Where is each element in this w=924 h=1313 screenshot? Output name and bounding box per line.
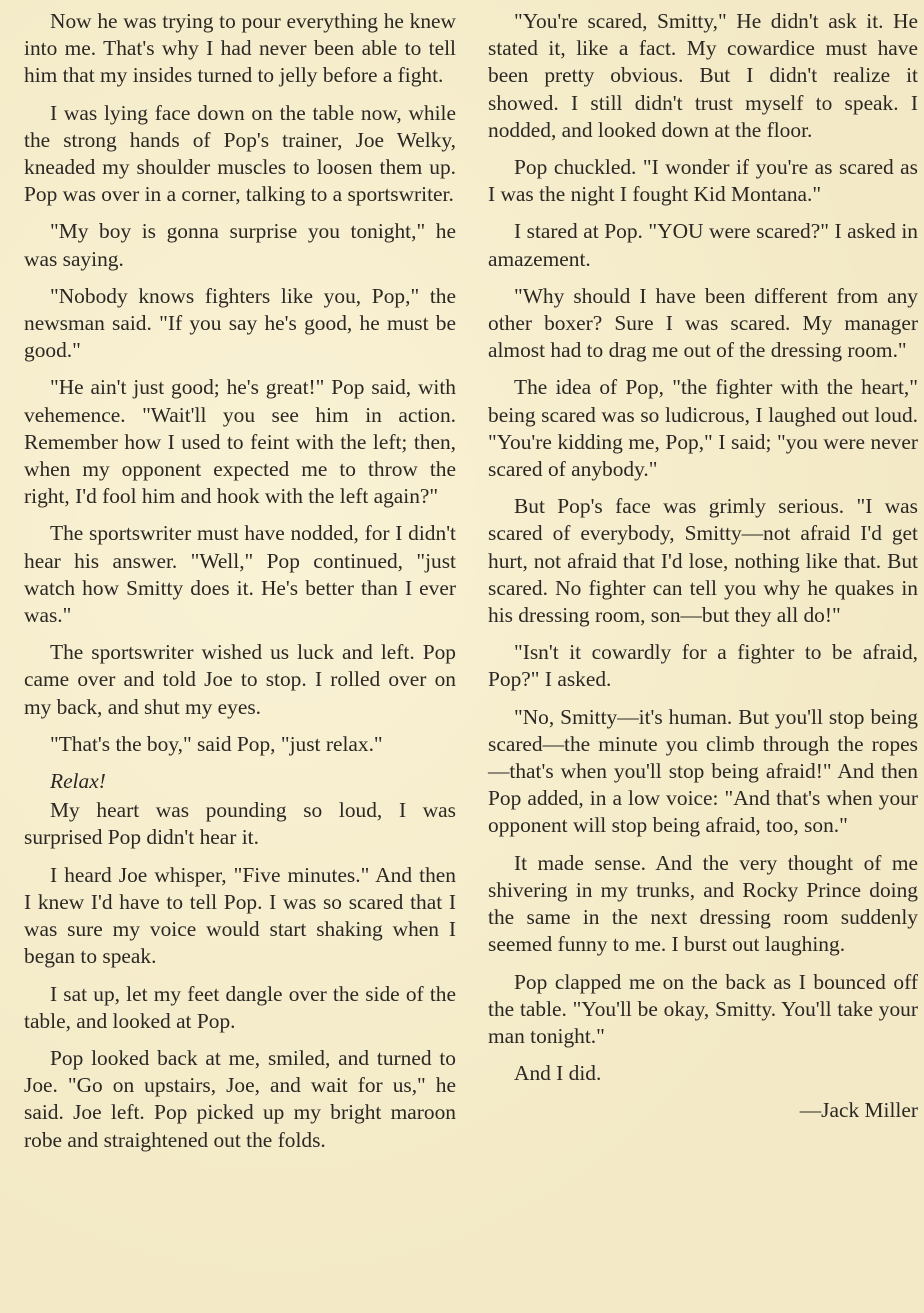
paragraph: The sportswriter wished us luck and left. Pop came over and told Joe to stop. I rolled over on my back, and shut my eyes. xyxy=(24,640,456,719)
paragraph: "That's the boy," said Pop, "just relax." xyxy=(50,731,383,756)
paragraph: I heard Joe whisper, "Five minutes." And then I knew I'd have to tell Pop. I was so scared that I was sure my voice would start shaking when I began to speak. xyxy=(24,862,456,969)
paragraph: "Nobody knows fighters like you, Pop," the newsman said. "If you say he's good, he must be good." xyxy=(24,283,456,363)
paragraph: I stared at Pop. "YOU were scared?" I asked in amazement. xyxy=(488,219,918,271)
paragraph: Pop chuckled. "I wonder if you're as scared as I was the night I fought Kid Montana." xyxy=(488,155,918,207)
paragraph: "My boy is gonna surprise you tonight," he was saying. xyxy=(24,219,456,271)
paragraph: "You're scared, Smitty," He didn't ask it. He stated it, like a fact. My cowardice must have been pretty obvious. But I didn't realize it showed. I still didn't trust myself to speak. I nodded, and looked down at the floor. xyxy=(488,9,918,142)
paragraph: Pop clapped me on the back as I bounced off the table. "You'll be okay, Smitty. You'll take your man tonight." xyxy=(488,969,918,1048)
paragraph: "No, Smitty—it's human. But you'll stop being scared—the minute you climb through the ropes—that's when you'll stop being afraid!" And then Pop added, in a low voice: "And that's when your opponent will stop being afraid, too, son." xyxy=(488,704,918,838)
author-signature: —Jack Miller xyxy=(799,1098,918,1123)
paragraph: "Why should I have been different from any other boxer? Sure I was scared. My manager almost had to drag me out of the dressing room." xyxy=(488,283,918,363)
paragraph: "He ain't just good; he's great!" Pop said, with vehemence. "Wait'll you see him in action. Remember how I used to feint with the left; then, when my opponent expected me to throw the right, I'd fool him and hook with the left again?" xyxy=(24,375,456,509)
paragraph: But Pop's face was grimly serious. "I was scared of everybody, Smitty—not afraid I'd get hurt, not afraid that I'd lose, nothing like that. But scared. No fighter can tell you why he quakes in his dressing room, son—but they all do!" xyxy=(488,494,918,628)
paragraph: Now he was trying to pour everything he knew into me. That's why I had never been able to tell him that my insides turned to jelly before a fight. xyxy=(24,9,456,88)
paragraph: I was lying face down on the table now, while the strong hands of Pop's trainer, Joe Welky, kneaded my shoulder muscles to loosen them up. Pop was over in a corner, talking to a sportswriter. xyxy=(24,100,456,207)
left-column xyxy=(24,8,456,1164)
paragraph: The sportswriter must have nodded, for I didn't hear his answer. "Well," Pop continued, "just watch how Smitty does it. He's better than I ever was." xyxy=(24,521,456,628)
paragraph-emphasis: Relax! xyxy=(50,769,106,794)
paragraph: My heart was pounding so loud, I was surprised Pop didn't hear it. xyxy=(24,798,456,850)
paragraph: I sat up, let my feet dangle over the side of the table, and looked at Pop. xyxy=(24,981,456,1033)
paragraph: Pop looked back at me, smiled, and turned to Joe. "Go on upstairs, Joe, and wait for us," he said. Joe left. Pop picked up my bright maroon robe and straightened out the folds. xyxy=(24,1045,456,1152)
paragraph: "Isn't it cowardly for a fighter to be afraid, Pop?" I asked. xyxy=(488,640,918,692)
paragraph: The idea of Pop, "the fighter with the heart," being scared was so ludicrous, I laughed out loud. "You're kidding me, Pop," I said; "you were never scared of anybody." xyxy=(488,375,918,482)
paragraph: And I did. xyxy=(514,1061,602,1086)
right-column xyxy=(488,8,918,1135)
paragraph: It made sense. And the very thought of me shivering in my trunks, and Rocky Prince doing the same in the next dressing room suddenly seemed funny to me. I burst out laughing. xyxy=(488,850,918,957)
